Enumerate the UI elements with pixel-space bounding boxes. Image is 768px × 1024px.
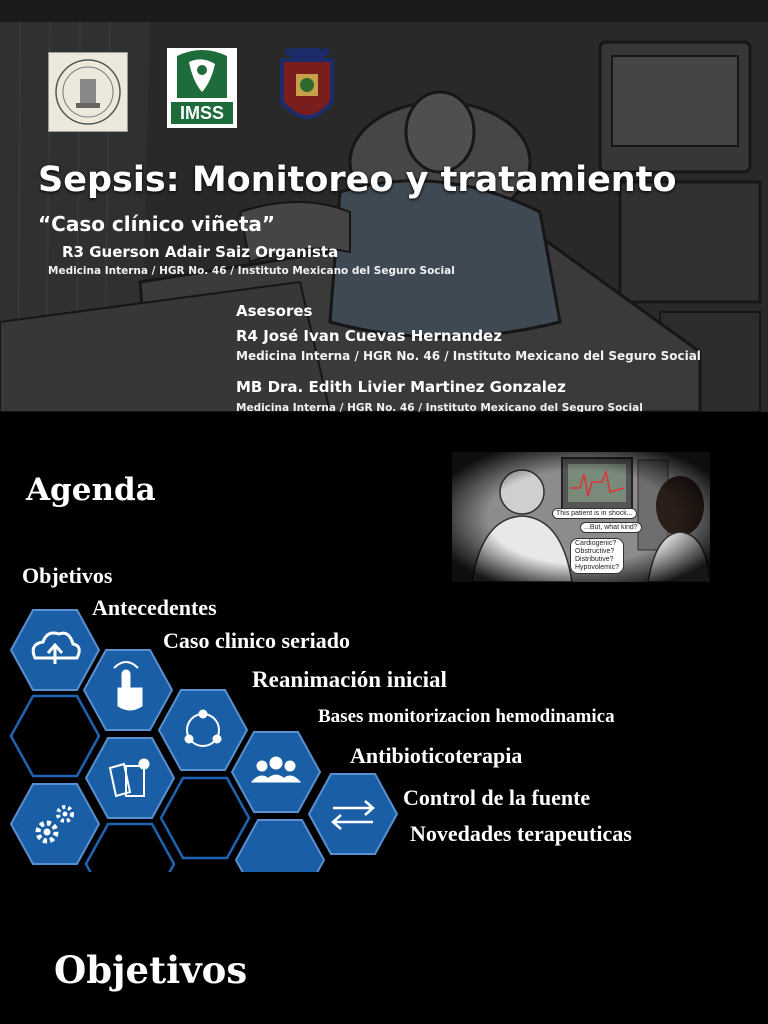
agenda-item-1: Objetivos [22, 563, 113, 588]
agenda-item-3: Caso clinico seriado [163, 628, 350, 653]
imss-logo [167, 48, 237, 128]
objetivos-slide-title: Objetivos [54, 948, 248, 992]
bubble-line-obstructive: Obstructive? [575, 548, 615, 555]
hex-outline-bottom [86, 824, 174, 872]
hex-outline-left [11, 696, 99, 776]
presentation-subtitle: “Caso clínico viñeta” [38, 212, 276, 236]
agenda-item-6: Antibioticoterapia [350, 743, 523, 768]
agenda-item-7: Control de la fuente [403, 785, 591, 810]
agenda-title: Agenda [26, 472, 156, 508]
bubble-line-hypovolemic: Hypovolemic? [575, 564, 619, 571]
advisor-affiliation-1: Medicina Interna / HGR No. 46 / Instituto Mexicano del Seguro Social [236, 349, 701, 363]
speech-bubble-2: ...But, what kind? [580, 522, 642, 533]
agenda-item-4: Reanimación inicial [252, 667, 447, 692]
agenda-slide [0, 432, 768, 942]
presentation-title: Sepsis: Monitoreo y tratamiento [38, 160, 677, 200]
agenda-item-8: Novedades terapeuticas [410, 821, 632, 846]
agenda-item-2: Antecedentes [92, 595, 217, 620]
advisor-name-1: R4 José Ivan Cuevas Hernandez [236, 327, 502, 345]
top-bar [0, 0, 768, 22]
shock-comic-image [452, 452, 710, 582]
hex-share [159, 690, 247, 770]
hex-bottom [236, 820, 324, 872]
advisor-affiliation-2: Medicina Interna / HGR No. 46 / Instituto Mexicano del Seguro Social [236, 402, 643, 412]
advisor-name-2: MB Dra. Edith Livier Martinez Gonzalez [236, 378, 566, 396]
advisors-label: Asesores [236, 302, 313, 320]
bubble-line-cardiogenic: Cardiogenic? [575, 540, 617, 547]
universidad-crest-logo [274, 40, 340, 134]
hex-documents [86, 738, 174, 818]
author-affiliation: Medicina Interna / HGR No. 46 / Instituto Mexicano del Seguro Social [48, 265, 455, 277]
speech-bubble-3 [570, 538, 624, 574]
imss-logo-text: IMSS [179, 103, 224, 123]
agenda-item-5: Bases monitorizacion hemodinamica [318, 706, 615, 727]
hex-arrows [309, 774, 397, 854]
hex-users [232, 732, 320, 812]
medicina-interna-logo [48, 52, 128, 132]
bubble-line-distributive: Distributive? [575, 556, 614, 563]
hex-outline-mid [161, 778, 249, 858]
author-name: R3 Guerson Adair Saiz Organista [62, 243, 339, 261]
speech-bubble-1: This patient is in shock... [552, 508, 637, 519]
title-slide [0, 22, 768, 412]
